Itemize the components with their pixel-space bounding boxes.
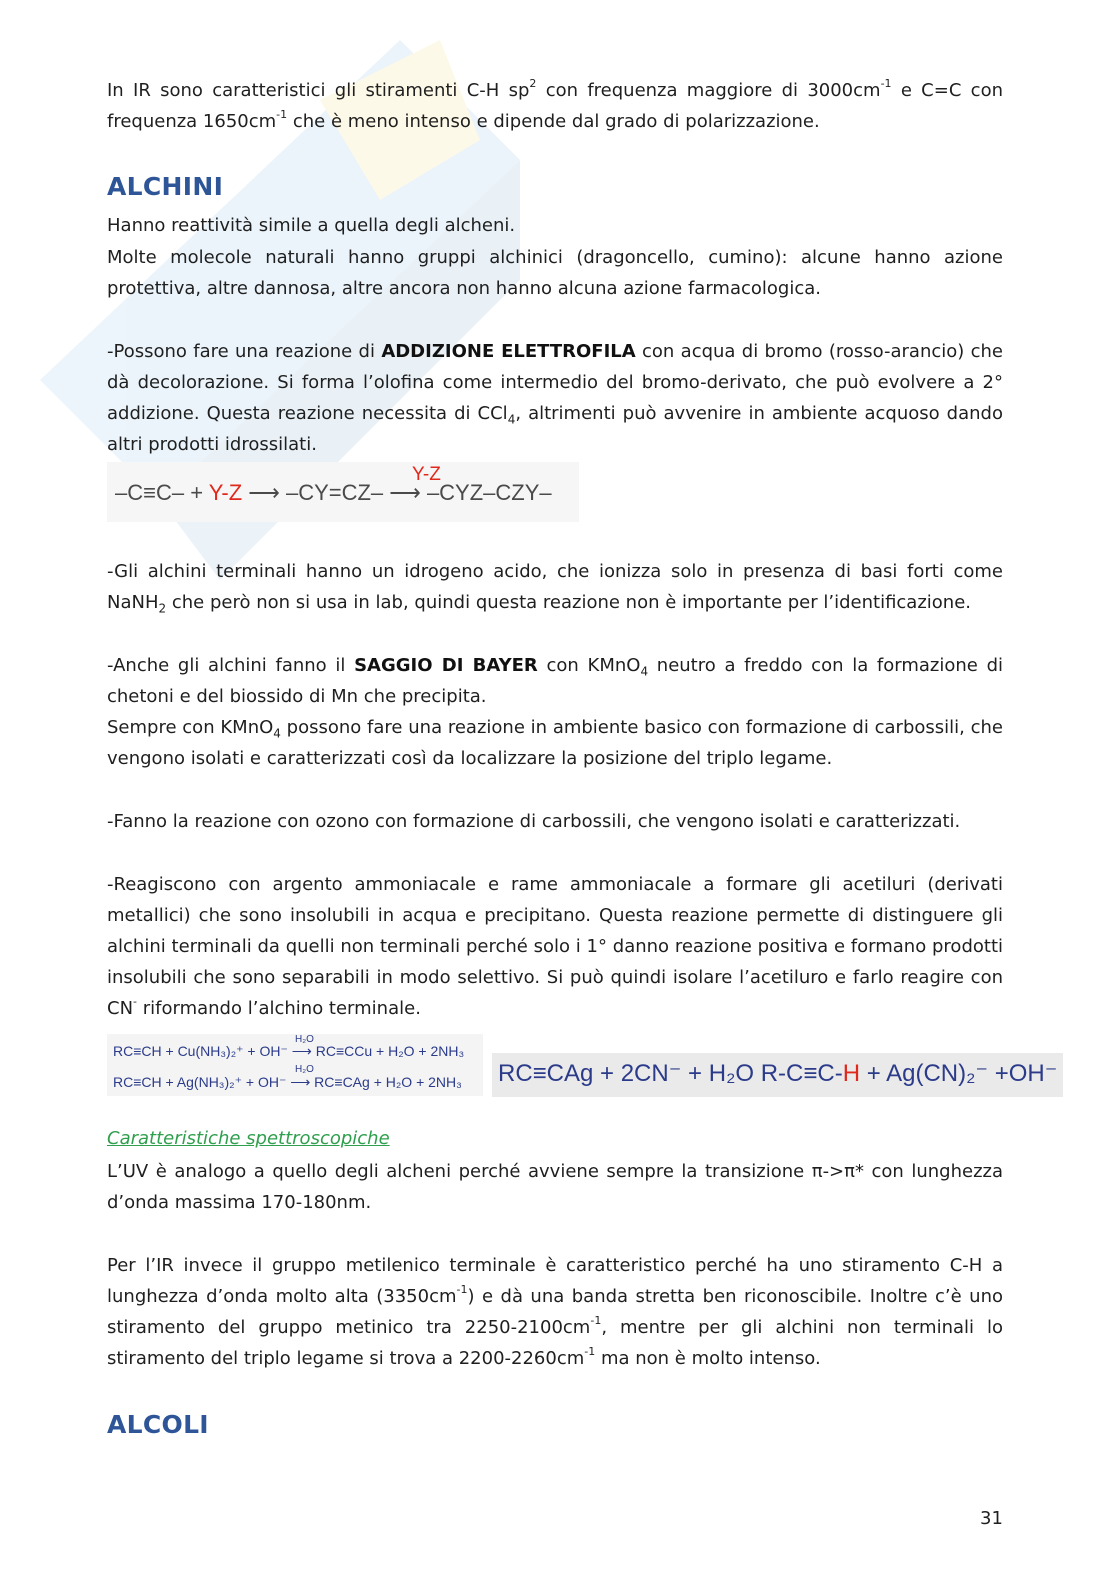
paragraph-ozono: -Fanno la reazione con ozono con formazione di carbossili, che vengono isolati e caratterizzati.: [107, 811, 961, 832]
paragraph-uv: L’UV è analogo a quello degli alcheni perché avviene sempre la transizione π->π* con lunghezza d’onda massima 170-180nm.: [107, 1161, 1003, 1213]
equation-acetiluri: [107, 1034, 483, 1096]
term-addizione-elettrofila: ADDIZIONE ELETTROFILA: [381, 341, 636, 362]
paragraph-molecole-naturali: Molte molecole naturali hanno gruppi alchinici (dragoncello, cumino): alcune hanno azione protettiva, altre dannosa, altre ancora non hanno alcuna azione farmacologica.: [107, 247, 1003, 299]
paragraph-acetiluri: -Reagiscono con argento ammoniacale e rame ammoniacale a formare gli acetiluri (derivati metallici) che sono insolubili in acqua e precipitano. Questa reazione permette di distinguere gli alchini terminali da quelli non terminali perché solo i 1° danno reazione positiva e formano prodotti insolubili che sono separabili in modo selettivo. Si può quindi isolare l’acetiluro e farlo reagire con CN- riformando l’alchino terminale.: [107, 874, 1003, 1019]
equation-cyanide: [492, 1053, 1063, 1097]
subheading-caratteristiche-spettroscopiche[interactable]: Caratteristiche spettroscopiche: [107, 1128, 390, 1149]
equation-cyanide-text: RC≡CAg + 2CN⁻ + H₂O R-C≡C-H + Ag(CN)₂⁻ +OH⁻: [498, 1060, 1058, 1087]
paragraph-ir: Per l’IR invece il gruppo metilenico terminale è caratteristico perché ha uno stiramento C-H a lunghezza d’onda molto alta $(3350cm^{-1})$ e dà una banda stretta ben riconoscibile. Inoltre c’è uno stiramento del gruppo metinico tra $2250-2100cm^{-1}$, mentre per gli alchini non terminali lo stiramento del triplo legame si trova a $2200-2260cm^{-1}$ ma non è molto intenso.: [107, 1255, 1004, 1369]
equation-row1-over-arrow: H₂O: [295, 1034, 314, 1045]
paragraph-addizione-elettrofila: -Possono fare una reazione di ADDIZIONE ELETTROFILA con acqua di bromo (rosso-arancio) che dà decolorazione. Si forma l’olofina come intermedio del bromo-derivato, che può evolvere a 2° addizione. Questa reazione necessita di CCl$_4$, altrimenti può avvenire in ambiente acquoso dando altri prodotti idrossilati.: [107, 341, 1003, 455]
equation-row2-over-arrow: H₂O: [295, 1064, 314, 1075]
equation-row-silver: RC≡CH + Ag(NH₃)₂⁺ + OH⁻ ⟶ RC≡CAg + H₂O + 2NH₃: [113, 1074, 462, 1090]
section-heading-alcoli: ALCOLI: [107, 1410, 209, 1439]
paragraph-alchini-terminali: -Gli alchini terminali hanno un idrogeno acido, che ionizza solo in presenza di basi forti come NaNH$_2$ che però non si usa in lab, quindi questa reazione non è importante per l’identificazione.: [107, 561, 1003, 616]
term-saggio-di-bayer: SAGGIO DI BAYER: [354, 655, 538, 676]
equation-text: –C≡C– + Y-Z ⟶ –CY=CZ– ⟶ –CYZ–CZY–: [115, 480, 552, 505]
paragraph-saggio-bayer: -Anche gli alchini fanno il SAGGIO DI BAYER con KMnO$_4$ neutro a freddo con la formazione di chetoni e del biossido di Mn che precipita. Sempre con KMnO$_4$ possono fare una reazione in ambiente basico con formazione di carbossili, che vengono isolati e caratterizzati così da localizzare la posizione del triplo legame.: [107, 655, 1004, 769]
equation-addition: [107, 462, 579, 522]
section-heading-alchini: ALCHINI: [107, 172, 224, 201]
equation-reagent-above-arrow: Y-Z: [412, 464, 441, 485]
equation-row-copper: RC≡CH + Cu(NH₃)₂⁺ + OH⁻ ⟶ RC≡CCu + H₂O + 2NH₃: [113, 1043, 465, 1059]
paragraph-reattivita: Hanno reattività simile a quella degli alcheni.: [107, 215, 516, 236]
page-number: 31: [980, 1508, 1003, 1529]
intro-paragraph: In IR sono caratteristici gli stiramenti C-H $sp^2$ con frequenza maggiore di $3000cm^{-1}$ e C=C con frequenza $1650cm^{-1}$ che è meno intenso e dipende dal grado di polarizzazione.: [107, 77, 1004, 132]
